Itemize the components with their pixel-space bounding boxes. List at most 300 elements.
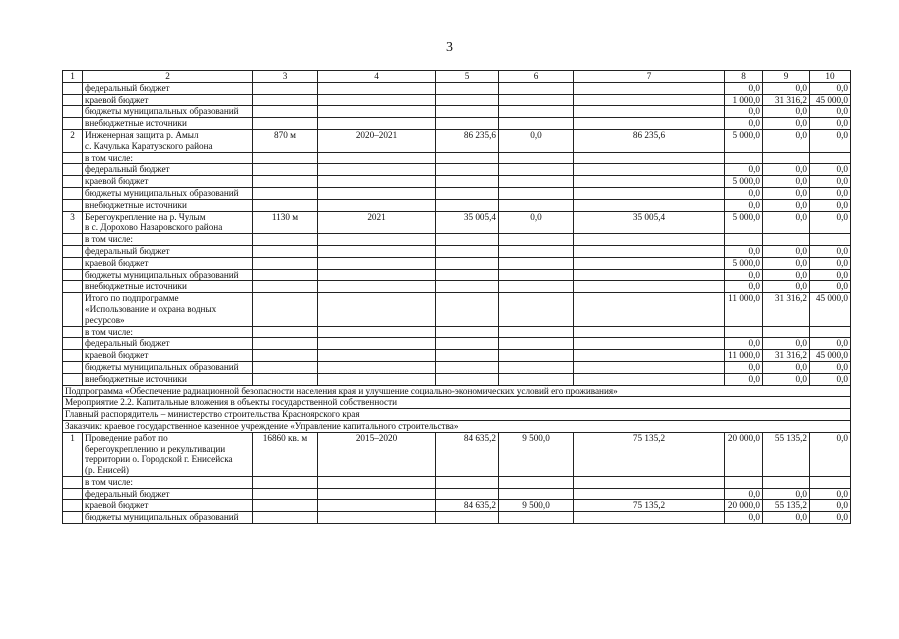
table-cell: 0,0 [763, 373, 810, 385]
table-cell: 0,0 [810, 361, 851, 373]
table-row [63, 176, 851, 188]
table-cell [499, 269, 574, 281]
table-cell [574, 82, 725, 94]
row-label-cell: в том числе: [83, 326, 253, 338]
header-cell: 10 [810, 71, 851, 83]
table-cell [574, 293, 725, 326]
table-cell [318, 361, 436, 373]
header-cell: 9 [763, 71, 810, 83]
table-cell: 0,0 [725, 512, 763, 524]
row-label-cell: внебюджетные источники [83, 199, 253, 211]
table-cell [253, 326, 318, 338]
table-cell: 0,0 [763, 129, 810, 152]
table-cell [318, 350, 436, 362]
table-cell: 2021 [318, 211, 436, 234]
budget-table [62, 70, 851, 524]
table-cell [436, 234, 499, 246]
table-cell: 0,0 [763, 82, 810, 94]
table-cell [574, 338, 725, 350]
table-cell [436, 476, 499, 488]
table-cell [574, 361, 725, 373]
row-label-cell: федеральный бюджет [83, 82, 253, 94]
table-cell [318, 245, 436, 257]
table-cell: 0,0 [810, 82, 851, 94]
table-cell [63, 373, 83, 385]
table-cell [436, 245, 499, 257]
table-cell [318, 338, 436, 350]
table-cell [253, 350, 318, 362]
table-cell [436, 488, 499, 500]
table-cell [318, 293, 436, 326]
table-cell [63, 361, 83, 373]
table-cell [436, 82, 499, 94]
row-label-cell: федеральный бюджет [83, 245, 253, 257]
table-cell [253, 293, 318, 326]
table-cell [436, 269, 499, 281]
table-cell [253, 234, 318, 246]
table-cell: 0,0 [810, 281, 851, 293]
table-row [63, 118, 851, 130]
header-cell: 6 [499, 71, 574, 83]
table-cell [253, 106, 318, 118]
table-row [63, 326, 851, 338]
table-cell [436, 187, 499, 199]
table-cell [63, 293, 83, 326]
table-cell: 0,0 [763, 176, 810, 188]
row-label-cell: краевой бюджет [83, 257, 253, 269]
row-label-cell: в том числе: [83, 152, 253, 164]
table-cell: 0,0 [725, 164, 763, 176]
table-cell [253, 269, 318, 281]
table-cell [63, 281, 83, 293]
row-label-cell: в том числе: [83, 476, 253, 488]
row-label-cell: краевой бюджет [83, 176, 253, 188]
table-cell: 0,0 [763, 512, 810, 524]
table-cell: 75 135,2 [574, 432, 725, 476]
table-cell [436, 350, 499, 362]
table-cell [810, 326, 851, 338]
table-cell [318, 152, 436, 164]
table-cell [318, 118, 436, 130]
table-cell [499, 164, 574, 176]
table-cell: 45 000,0 [810, 94, 851, 106]
row-label-cell: бюджеты муниципальных образований [83, 269, 253, 281]
table-cell: 0,0 [810, 373, 851, 385]
table-cell [63, 176, 83, 188]
table-cell [63, 512, 83, 524]
table-cell: 0,0 [810, 432, 851, 476]
table-cell [574, 176, 725, 188]
table-cell: 1 000,0 [725, 94, 763, 106]
table-cell [63, 118, 83, 130]
row-label-cell: в том числе: [83, 234, 253, 246]
table-cell [318, 106, 436, 118]
table-cell [499, 293, 574, 326]
table-cell: 0,0 [763, 245, 810, 257]
table-cell [574, 187, 725, 199]
table-cell: 0,0 [810, 187, 851, 199]
table-cell [318, 164, 436, 176]
row-label-cell: краевой бюджет [83, 350, 253, 362]
header-cell: 7 [574, 71, 725, 83]
table-cell: 0,0 [725, 338, 763, 350]
table-cell [725, 476, 763, 488]
table-cell: 0,0 [763, 118, 810, 130]
table-cell [318, 94, 436, 106]
table-cell: 0,0 [763, 211, 810, 234]
table-cell: 75 135,2 [574, 500, 725, 512]
table-cell: 0,0 [810, 176, 851, 188]
table-cell: 86 235,6 [574, 129, 725, 152]
table-cell: 0,0 [725, 269, 763, 281]
table-cell [253, 512, 318, 524]
table-cell [63, 245, 83, 257]
table-cell [318, 326, 436, 338]
table-cell [318, 373, 436, 385]
table-cell [318, 476, 436, 488]
header-cell: 2 [83, 71, 253, 83]
table-cell [63, 500, 83, 512]
table-row [63, 129, 851, 152]
table-cell [810, 476, 851, 488]
row-label-cell: внебюджетные источники [83, 281, 253, 293]
table-cell: 0,0 [763, 281, 810, 293]
table-cell [499, 373, 574, 385]
table-cell [436, 152, 499, 164]
table-cell: 0,0 [725, 361, 763, 373]
table-cell [499, 187, 574, 199]
table-cell [63, 326, 83, 338]
table-cell: 31 316,2 [763, 350, 810, 362]
table-row [63, 257, 851, 269]
table-cell [63, 94, 83, 106]
table-cell [253, 245, 318, 257]
table-cell [574, 476, 725, 488]
table-cell [436, 512, 499, 524]
table-row [63, 432, 851, 476]
row-label-cell: Итого по подпрограмме «Использование и охрана водных ресурсов» [83, 293, 253, 326]
table-cell [574, 234, 725, 246]
table-cell [499, 257, 574, 269]
table-cell: 84 635,2 [436, 432, 499, 476]
table-cell [318, 500, 436, 512]
table-cell: 0,0 [725, 82, 763, 94]
table-cell [574, 199, 725, 211]
table-cell [436, 326, 499, 338]
row-label-cell: Инженерная защита р. Амыл с. Качулька Каратузского района [83, 129, 253, 152]
table-cell [63, 488, 83, 500]
table-row [63, 269, 851, 281]
table-cell [253, 94, 318, 106]
table-cell: 0,0 [763, 187, 810, 199]
row-label-cell: бюджеты муниципальных образований [83, 106, 253, 118]
table-cell [436, 199, 499, 211]
row-label-cell: внебюджетные источники [83, 373, 253, 385]
table-cell: 0,0 [810, 269, 851, 281]
table-row [63, 164, 851, 176]
table-cell: 870 м [253, 129, 318, 152]
section-heading: Заказчик: краевое государственное казенное учреждение «Управление капитального строительства» [63, 420, 851, 432]
table-cell [499, 199, 574, 211]
table-row [63, 187, 851, 199]
section-row [63, 385, 851, 397]
table-cell: 0,0 [810, 338, 851, 350]
table-cell: 0,0 [725, 245, 763, 257]
table-cell: 0,0 [763, 106, 810, 118]
table-cell: 0,0 [810, 164, 851, 176]
table-cell: 35 005,4 [574, 211, 725, 234]
table-cell [318, 281, 436, 293]
table-cell [253, 164, 318, 176]
table-row [63, 476, 851, 488]
table-cell: 0,0 [725, 281, 763, 293]
table-cell [499, 488, 574, 500]
table-cell: 55 135,2 [763, 432, 810, 476]
table-cell [63, 338, 83, 350]
table-cell: 0,0 [763, 338, 810, 350]
table-cell: 84 635,2 [436, 500, 499, 512]
table-cell [763, 152, 810, 164]
table-cell [253, 488, 318, 500]
row-label-cell: бюджеты муниципальных образований [83, 187, 253, 199]
table-cell: 55 135,2 [763, 500, 810, 512]
table-cell [499, 152, 574, 164]
table-cell: 2015–2020 [318, 432, 436, 476]
header-cell: 1 [63, 71, 83, 83]
table-cell: 45 000,0 [810, 350, 851, 362]
table-cell [499, 281, 574, 293]
section-row [63, 420, 851, 432]
table-cell [574, 164, 725, 176]
table-cell: 0,0 [725, 118, 763, 130]
table-cell [499, 245, 574, 257]
row-label-cell: краевой бюджет [83, 94, 253, 106]
table-row [63, 94, 851, 106]
table-cell [63, 106, 83, 118]
table-row [63, 293, 851, 326]
table-cell [63, 187, 83, 199]
table-cell [318, 512, 436, 524]
table-cell: 5 000,0 [725, 257, 763, 269]
table-cell [63, 152, 83, 164]
table-cell [499, 106, 574, 118]
header-cell: 8 [725, 71, 763, 83]
table-cell [436, 94, 499, 106]
row-label-cell: федеральный бюджет [83, 338, 253, 350]
row-label-cell: Берегоукрепление на р. Чулым в с. Дорохово Назаровского района [83, 211, 253, 234]
table-cell [253, 361, 318, 373]
table-cell: 20 000,0 [725, 432, 763, 476]
table-cell: 20 000,0 [725, 500, 763, 512]
table-cell [253, 476, 318, 488]
table-body [63, 71, 851, 524]
table-cell: 5 000,0 [725, 176, 763, 188]
table-cell [574, 118, 725, 130]
table-cell: 0,0 [810, 245, 851, 257]
table-cell: 0,0 [810, 488, 851, 500]
table-cell: 0,0 [763, 164, 810, 176]
table-cell [253, 82, 318, 94]
table-cell [436, 338, 499, 350]
table-row [63, 512, 851, 524]
table-row [63, 234, 851, 246]
table-cell: 0,0 [763, 361, 810, 373]
table-cell: 5 000,0 [725, 211, 763, 234]
table-cell [253, 176, 318, 188]
section-row [63, 397, 851, 409]
table-cell [436, 118, 499, 130]
table-cell [253, 281, 318, 293]
table-cell: 2 [63, 129, 83, 152]
table-row [63, 500, 851, 512]
table-cell [436, 164, 499, 176]
table-cell [763, 326, 810, 338]
table-cell [253, 199, 318, 211]
header-cell: 5 [436, 71, 499, 83]
header-cell: 4 [318, 71, 436, 83]
header-row [63, 71, 851, 83]
table-cell: 31 316,2 [763, 293, 810, 326]
table-cell [810, 234, 851, 246]
table-cell: 0,0 [763, 488, 810, 500]
header-cell: 3 [253, 71, 318, 83]
table-cell [499, 82, 574, 94]
table-cell: 0,0 [810, 500, 851, 512]
table-cell: 0,0 [810, 199, 851, 211]
table-cell [436, 176, 499, 188]
table-cell [499, 234, 574, 246]
table-cell [436, 106, 499, 118]
table-cell [763, 476, 810, 488]
table-cell [436, 361, 499, 373]
table-cell [499, 350, 574, 362]
row-label-cell: Проведение работ по берегоукреплению и рекультивации территории о. Городской г. Енисейска (р. Енисей) [83, 432, 253, 476]
table-cell: 0,0 [725, 199, 763, 211]
table-cell [574, 488, 725, 500]
table-cell: 11 000,0 [725, 293, 763, 326]
table-cell: 35 005,4 [436, 211, 499, 234]
table-cell [253, 373, 318, 385]
table-row [63, 373, 851, 385]
table-cell [574, 106, 725, 118]
table-cell [725, 326, 763, 338]
table-row [63, 350, 851, 362]
table-cell [318, 234, 436, 246]
row-label-cell: бюджеты муниципальных образований [83, 361, 253, 373]
table-cell [318, 82, 436, 94]
table-cell [499, 326, 574, 338]
table-cell [436, 373, 499, 385]
table-row [63, 152, 851, 164]
table-cell [436, 257, 499, 269]
table-row [63, 361, 851, 373]
table-cell: 0,0 [499, 211, 574, 234]
table-cell: 2020–2021 [318, 129, 436, 152]
table-cell [725, 234, 763, 246]
table-cell [499, 361, 574, 373]
table-row [63, 488, 851, 500]
table-cell: 31 316,2 [763, 94, 810, 106]
table-row [63, 338, 851, 350]
row-label-cell: краевой бюджет [83, 500, 253, 512]
table-cell [318, 488, 436, 500]
table-cell: 86 235,6 [436, 129, 499, 152]
table-cell [810, 152, 851, 164]
table-cell [253, 118, 318, 130]
table-cell [63, 350, 83, 362]
table-cell [574, 281, 725, 293]
table-cell: 1 [63, 432, 83, 476]
table-cell [499, 476, 574, 488]
table-cell [318, 176, 436, 188]
table-row [63, 106, 851, 118]
section-heading: Подпрограмма «Обеспечение радиационной безопасности населения края и улучшение социально-экономических условий его проживания» [63, 385, 851, 397]
table-cell [63, 269, 83, 281]
table-cell: 0,0 [810, 118, 851, 130]
table-row [63, 211, 851, 234]
table-cell [253, 187, 318, 199]
table-cell: 0,0 [810, 512, 851, 524]
table-cell: 0,0 [763, 199, 810, 211]
row-label-cell: федеральный бюджет [83, 488, 253, 500]
table-cell [318, 257, 436, 269]
table-row [63, 82, 851, 94]
table-cell [574, 257, 725, 269]
table-cell [63, 82, 83, 94]
table-cell [436, 293, 499, 326]
table-cell [499, 176, 574, 188]
table-row [63, 199, 851, 211]
table-cell [318, 199, 436, 211]
table-cell: 0,0 [725, 373, 763, 385]
table-cell [318, 269, 436, 281]
table-cell [436, 281, 499, 293]
table-cell: 0,0 [763, 269, 810, 281]
table-cell [574, 512, 725, 524]
table-cell: 1130 м [253, 211, 318, 234]
table-cell [574, 326, 725, 338]
table-cell: 0,0 [499, 129, 574, 152]
table-cell [499, 118, 574, 130]
table-cell: 0,0 [810, 211, 851, 234]
table-cell [574, 373, 725, 385]
row-label-cell: бюджеты муниципальных образований [83, 512, 253, 524]
table-cell [725, 152, 763, 164]
table-cell: 16860 кв. м [253, 432, 318, 476]
table-cell [499, 512, 574, 524]
table-cell [763, 234, 810, 246]
table-cell [574, 269, 725, 281]
table-cell: 0,0 [810, 106, 851, 118]
table-cell: 0,0 [810, 257, 851, 269]
table-cell [253, 257, 318, 269]
table-row [63, 245, 851, 257]
table-cell [63, 257, 83, 269]
row-label-cell: федеральный бюджет [83, 164, 253, 176]
table-cell: 0,0 [725, 187, 763, 199]
table-cell [574, 245, 725, 257]
table-cell: 9 500,0 [499, 500, 574, 512]
row-label-cell: внебюджетные источники [83, 118, 253, 130]
table-cell [63, 234, 83, 246]
table-cell [63, 476, 83, 488]
table-cell: 0,0 [810, 129, 851, 152]
table-cell [253, 338, 318, 350]
table-cell: 3 [63, 211, 83, 234]
table-cell [499, 338, 574, 350]
table-cell: 0,0 [725, 106, 763, 118]
table-cell [63, 164, 83, 176]
